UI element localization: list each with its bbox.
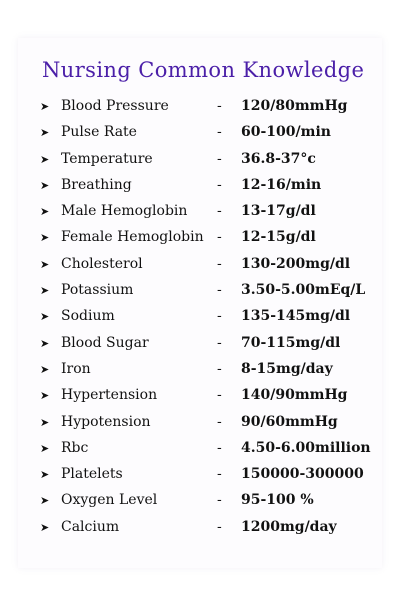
item-value: 140/90mmHg <box>241 387 348 404</box>
item-label: Oxygen Level <box>61 492 158 509</box>
arrowhead-bullet-icon: ➤ <box>40 257 50 271</box>
item-label: Cholesterol <box>61 255 143 272</box>
list-item <box>40 252 370 278</box>
item-separator: - <box>217 124 222 141</box>
list-item <box>40 488 370 514</box>
arrowhead-bullet-icon: ➤ <box>40 152 50 166</box>
item-label: Platelets <box>61 466 123 483</box>
vital-values-list <box>40 94 370 541</box>
item-value: 1200mg/day <box>241 518 337 535</box>
list-item <box>40 357 370 383</box>
item-separator: - <box>217 334 222 351</box>
arrowhead-bullet-icon: ➤ <box>40 362 50 376</box>
item-value: 130-200mg/dl <box>241 255 351 272</box>
item-separator: - <box>217 229 222 246</box>
item-separator: - <box>217 176 222 193</box>
item-separator: - <box>217 466 222 483</box>
list-item <box>40 331 370 357</box>
arrowhead-bullet-icon: ➤ <box>40 100 50 113</box>
list-item <box>40 410 370 436</box>
item-separator: - <box>217 98 222 114</box>
item-value: 12-16/min <box>241 176 322 193</box>
item-value: 8-15mg/day <box>241 360 333 377</box>
item-separator: - <box>217 413 222 430</box>
list-item <box>40 225 370 251</box>
list-item <box>40 304 370 330</box>
list-item <box>40 173 370 199</box>
item-value: 150000-300000 <box>241 466 364 483</box>
item-value: 120/80mmHg <box>241 98 348 114</box>
arrowhead-bullet-icon: ➤ <box>40 520 50 534</box>
item-separator: - <box>217 387 222 404</box>
item-value: 36.8-37°c <box>241 150 316 167</box>
item-value: 135-145mg/dl <box>241 308 351 325</box>
list-item <box>40 94 370 120</box>
item-value: 90/60mmHg <box>241 413 338 430</box>
arrowhead-bullet-icon: ➤ <box>40 468 50 482</box>
arrowhead-bullet-icon: ➤ <box>40 389 50 403</box>
item-label: Iron <box>61 360 91 377</box>
item-separator: - <box>217 492 222 509</box>
arrowhead-bullet-icon: ➤ <box>40 310 50 324</box>
item-value: 3.50-5.00mEq/L <box>241 282 366 299</box>
list-item <box>40 383 370 409</box>
item-separator: - <box>217 150 222 167</box>
arrowhead-bullet-icon: ➤ <box>40 284 50 298</box>
item-separator: - <box>217 308 222 325</box>
item-label: Temperature <box>61 150 153 167</box>
item-label: Potassium <box>61 282 134 299</box>
item-label: Blood Pressure <box>61 98 169 114</box>
arrowhead-bullet-icon: ➤ <box>40 415 50 429</box>
list-item <box>40 436 370 462</box>
arrowhead-bullet-icon: ➤ <box>40 441 50 455</box>
arrowhead-bullet-icon: ➤ <box>40 336 50 350</box>
item-label: Sodium <box>61 308 115 325</box>
item-separator: - <box>217 518 222 535</box>
arrowhead-bullet-icon: ➤ <box>40 178 50 192</box>
item-value: 4.50-6.00million <box>241 439 371 456</box>
item-value: 12-15g/dl <box>241 229 316 246</box>
item-label: Pulse Rate <box>61 124 137 141</box>
arrowhead-bullet-icon: ➤ <box>40 231 50 245</box>
item-separator: - <box>217 282 222 299</box>
item-label: Hypotension <box>61 413 151 430</box>
arrowhead-bullet-icon: ➤ <box>40 205 50 219</box>
list-item <box>40 147 370 173</box>
item-value: 13-17g/dl <box>241 203 316 220</box>
item-separator: - <box>217 360 222 377</box>
item-label: Calcium <box>61 518 120 535</box>
item-value: 70-115mg/dl <box>241 334 341 351</box>
list-item <box>40 462 370 488</box>
list-item <box>40 199 370 225</box>
list-item <box>40 515 370 541</box>
list-item <box>40 278 370 304</box>
arrowhead-bullet-icon: ➤ <box>40 494 50 508</box>
list-item <box>40 120 370 146</box>
item-separator: - <box>217 439 222 456</box>
item-value: 95-100 % <box>241 492 314 509</box>
item-label: Breathing <box>61 176 132 193</box>
item-value: 60-100/min <box>241 124 331 141</box>
arrowhead-bullet-icon: ➤ <box>40 126 50 140</box>
item-label: Rbc <box>61 439 89 456</box>
item-separator: - <box>217 203 222 220</box>
item-label: Female Hemoglobin <box>61 229 204 246</box>
item-label: Male Hemoglobin <box>61 203 188 220</box>
item-label: Blood Sugar <box>61 334 149 351</box>
item-separator: - <box>217 255 222 272</box>
item-label: Hypertension <box>61 387 158 404</box>
page-title: Nursing Common Knowledge <box>42 58 365 82</box>
